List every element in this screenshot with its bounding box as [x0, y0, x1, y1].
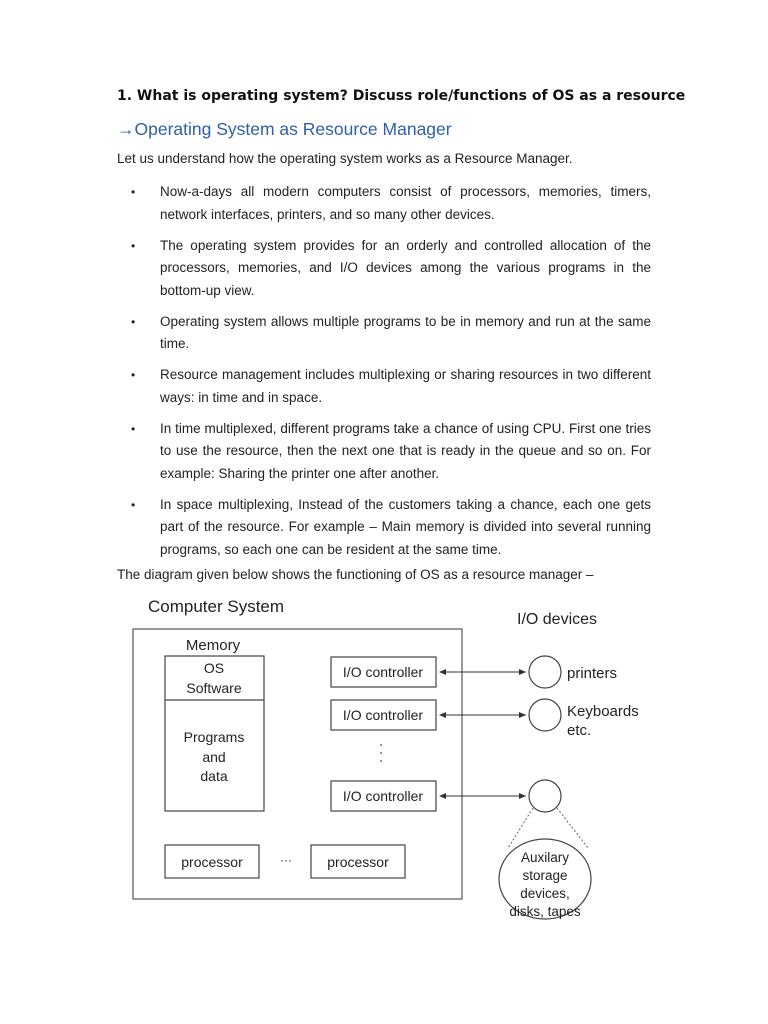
list-item-text: Resource management includes multiplexing or sharing resources in two different ways: in time and in space.	[160, 367, 651, 405]
processor-ellipsis: ···	[280, 853, 292, 867]
bullet-icon: •	[131, 185, 136, 199]
auxiliary-storage-label: disks, tapes	[509, 904, 581, 919]
dotted-expansion-line	[508, 808, 533, 848]
printers-label: printers	[567, 665, 618, 682]
computer-system-label: Computer System	[148, 597, 285, 616]
bullet-icon: •	[131, 368, 136, 382]
printer-device-circle	[529, 656, 561, 688]
os-software-label: OS	[203, 660, 225, 676]
programs-data-label: Programs	[183, 729, 245, 745]
ellipsis-dot	[380, 760, 382, 762]
io-devices-label: I/O devices	[517, 611, 598, 628]
arrow-icon: →	[117, 119, 135, 139]
programs-data-label: and	[202, 749, 226, 765]
bullet-icon: •	[131, 421, 136, 436]
auxiliary-storage-label: devices,	[520, 886, 570, 901]
list-item-text: In time multiplexed, different programs take a chance of using CPU. First one tries to use the resource, then the next one that is ready in the queue and so on. For example: Sharing the printer one after another.	[160, 420, 651, 481]
storage-device-circle	[529, 780, 561, 812]
diagram-caption: The diagram given below shows the functioning of OS as a resource manager –	[117, 567, 594, 582]
list-item-text: Now-a-days all modern computers consist of processors, memories, timers, network interfaces, printers, and so many other devices.	[160, 184, 651, 222]
intro-paragraph: Let us understand how the operating system works as a Resource Manager.	[117, 151, 573, 166]
auxiliary-storage-label: Auxilary	[520, 850, 570, 865]
programs-data-label: data	[200, 768, 228, 784]
io-controller-label: I/O controller	[342, 788, 424, 804]
memory-label: Memory	[185, 637, 241, 654]
processor-label: processor	[181, 854, 243, 870]
keyboard-device-circle	[529, 699, 561, 731]
processor-label: processor	[327, 854, 389, 870]
list-item-text: In space multiplexing, Instead of the customers taking a chance, each one gets part of the resource. For example – Main memory is divided into several running programs, so each one can be resident at the same time.	[160, 496, 651, 557]
bullet-icon: •	[131, 314, 136, 329]
os-software-label: Software	[186, 680, 242, 696]
list-item-text: The operating system provides for an orderly and controlled allocation of the processors, memories, and I/O devices among the various programs in the bottom-up view.	[160, 237, 651, 298]
question-heading: 1. What is operating system? Discuss role/functions of OS as a resource	[117, 88, 686, 104]
list-item-text: Operating system allows multiple programs to be in memory and run at the same time.	[160, 313, 651, 351]
bullet-icon: •	[131, 497, 136, 512]
auxiliary-storage-label: storage	[522, 868, 568, 883]
io-controller-label: I/O controller	[342, 664, 424, 680]
section-heading-text: Operating System as Resource Manager	[134, 119, 452, 139]
ellipsis-dot	[380, 744, 382, 746]
io-controller-label: I/O controller	[342, 707, 424, 723]
ellipsis-dot	[380, 752, 382, 754]
keyboards-label: etc.	[567, 722, 592, 739]
keyboards-label: Keyboards	[567, 703, 639, 720]
bullet-icon: •	[131, 238, 136, 253]
